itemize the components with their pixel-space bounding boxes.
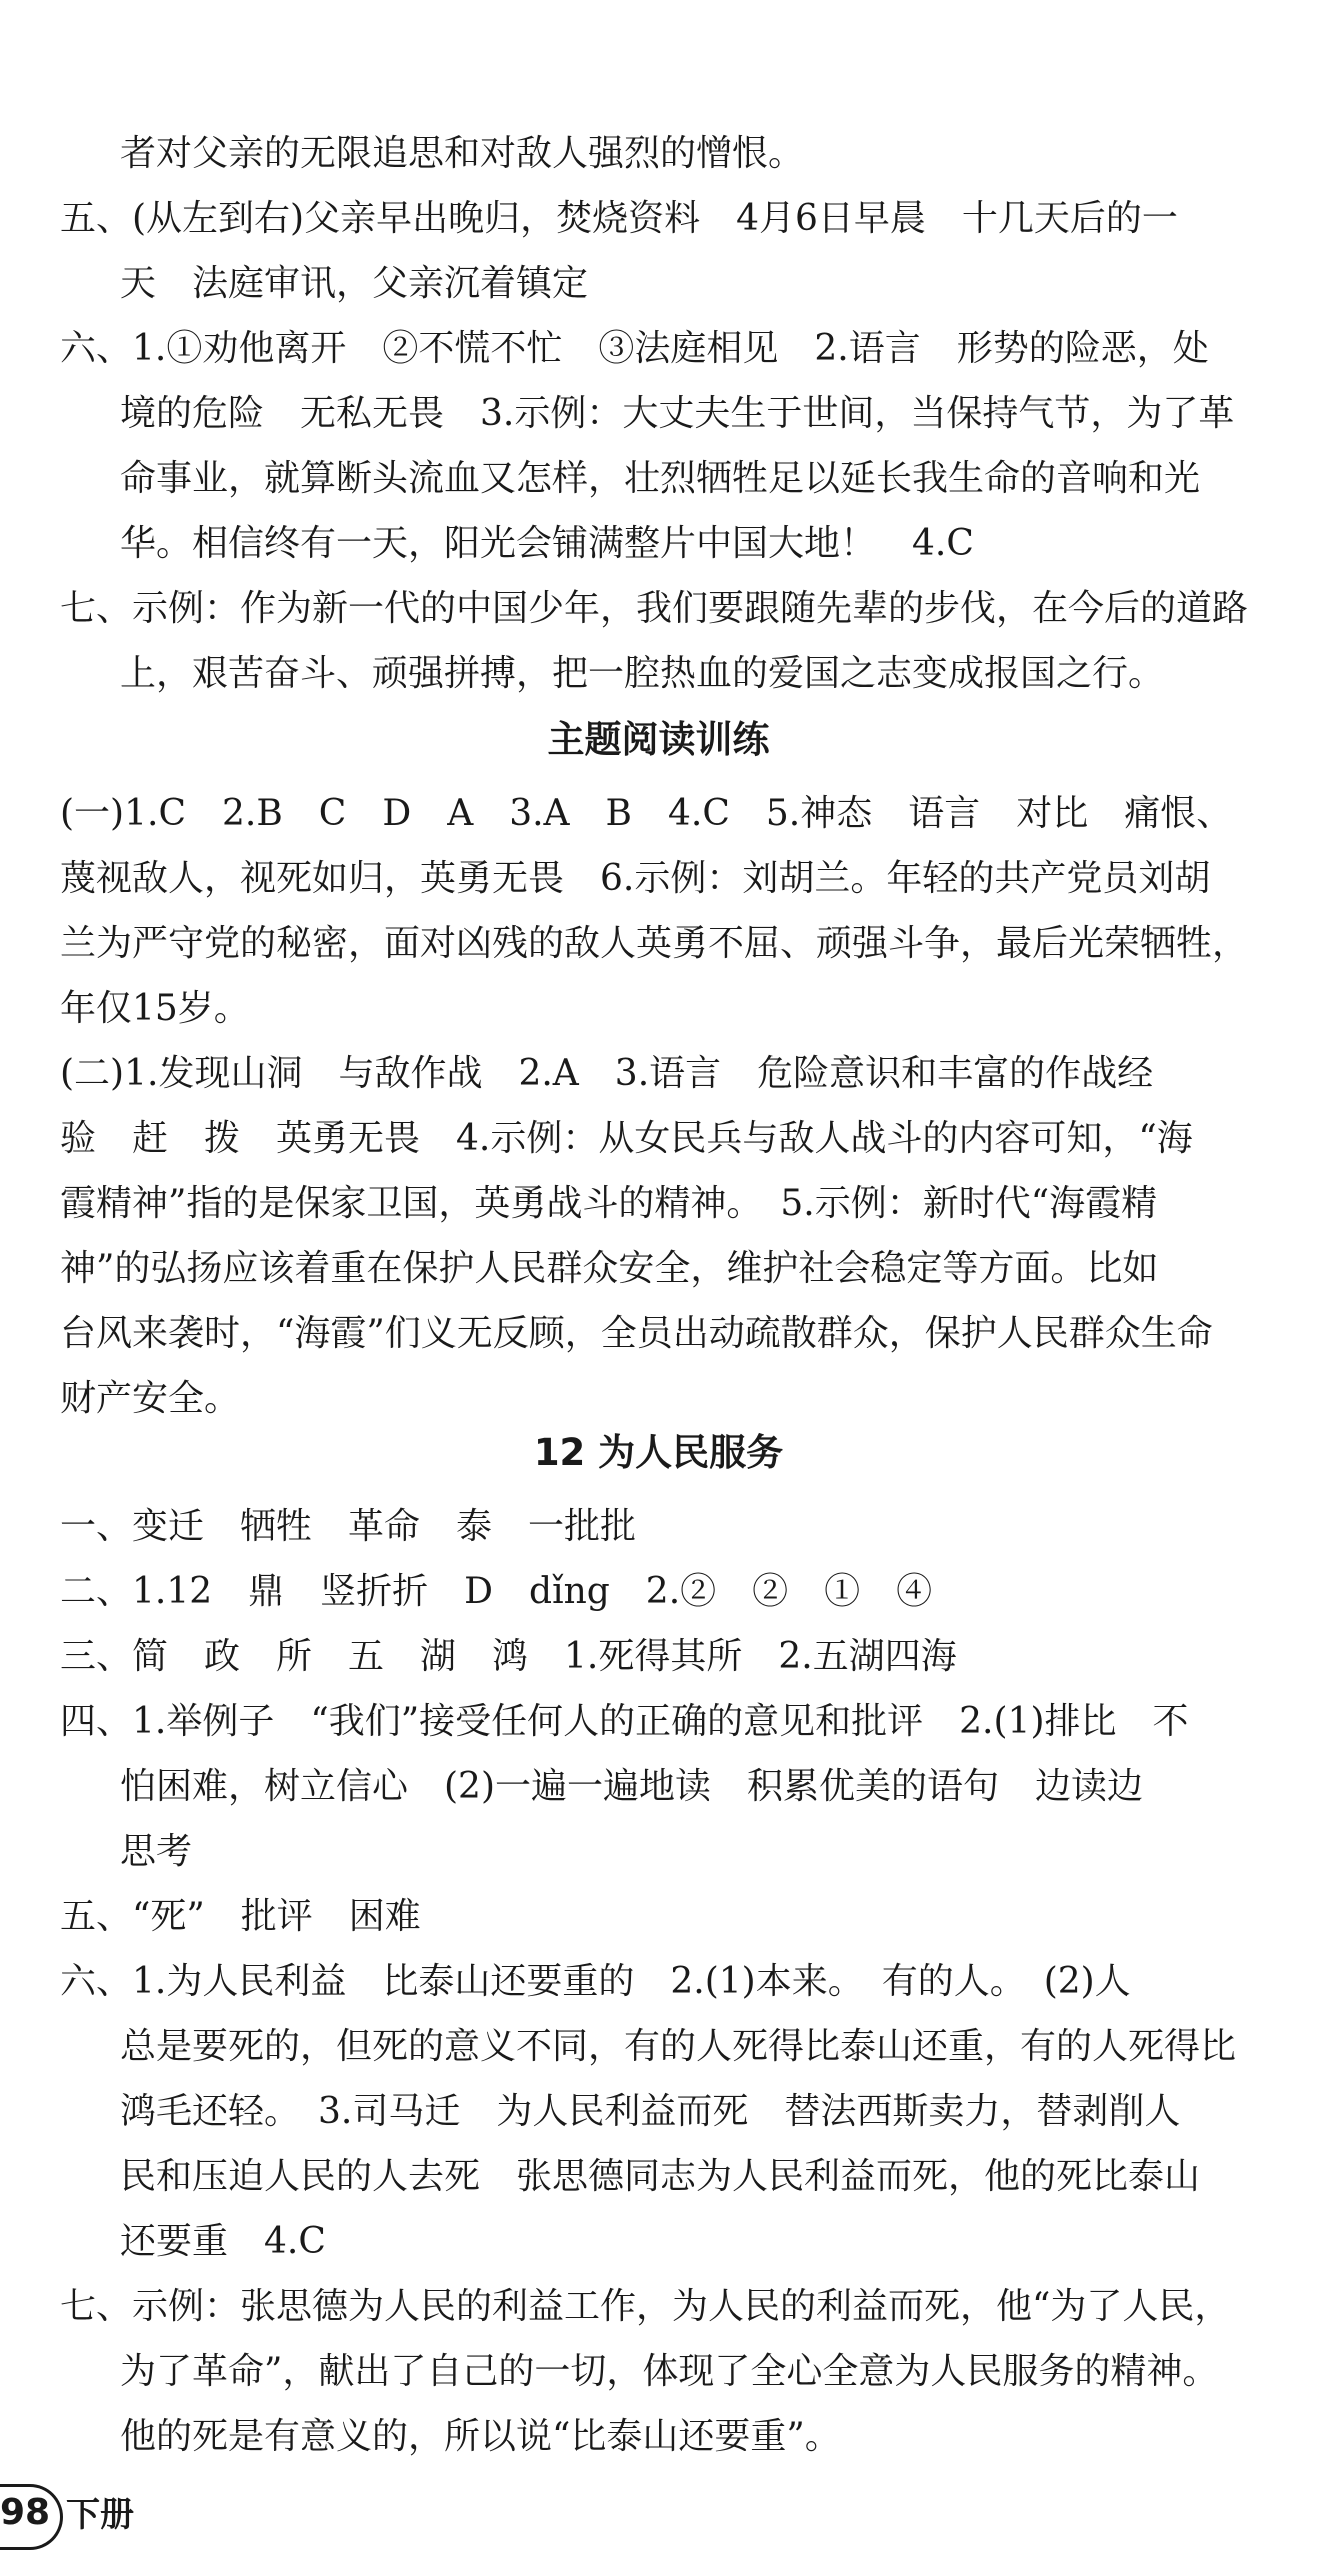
section-title: 12 为人民服务 [533, 1431, 784, 1474]
text-line: 怕困难，树立信心 (2)一遍一遍地读 积累优美的语句 边读边 [120, 1766, 1143, 1807]
text-line: 蔑视敌人，视死如归，英勇无畏 6.示例：刘胡兰。年轻的共产党员刘胡 [60, 858, 1211, 899]
section-title: 主题阅读训练 [547, 718, 770, 761]
text-line: 四、1.举例子 “我们”接受任何人的正确的意见和批评 2.(1)排比 不 [60, 1701, 1189, 1742]
text-line: 五、“死” 批评 困难 [60, 1896, 421, 1937]
text-line: 华。相信终有一天，阳光会铺满整片中国大地！ 4.C [120, 523, 974, 564]
text-line: 五、(从左到右)父亲早出晚归，焚烧资料 4月6日早晨 十几天后的一 [60, 198, 1178, 239]
page-footer [0, 2480, 300, 2556]
text-line: 六、1.①劝他离开 ②不慌不忙 ③法庭相见 2.语言 形势的险恶，处 [60, 328, 1209, 369]
text-line: 境的危险 无私无畏 3.示例：大丈夫生于世间，当保持气节，为了革 [120, 393, 1235, 434]
text-line: 三、简 政 所 五 湖 鸿 1.死得其所 2.五湖四海 [60, 1636, 957, 1677]
text-line: 二、1.12 鼎 竖折折 D dǐng 2.② ② ① ④ [60, 1571, 933, 1612]
text-line: 他的死是有意义的，所以说“比泰山还要重”。 [120, 2416, 841, 2457]
text-line: 验 赶 拨 英勇无畏 4.示例：从女民兵与敌人战斗的内容可知，“海 [60, 1118, 1193, 1159]
text-line: 七、示例：张思德为人民的利益工作，为人民的利益而死，他“为了人民， [60, 2286, 1231, 2327]
text-line: 命事业，就算断头流血又怎样，壮烈牺牲足以延长我生命的音响和光 [120, 458, 1201, 499]
text-line: 民和压迫人民的人去死 张思德同志为人民利益而死，他的死比泰山 [120, 2156, 1201, 2197]
text-line: 神”的弘扬应该着重在保护人民群众安全，维护社会稳定等方面。比如 [60, 1248, 1159, 1289]
text-line: 天 法庭审讯，父亲沉着镇定 [120, 263, 589, 304]
text-line: 思考 [120, 1831, 193, 1872]
text-line: 鸿毛还轻。 3.司马迁 为人民利益而死 替法西斯卖力，替剥削人 [120, 2091, 1181, 2132]
text-line: (一)1.C 2.B C D A 3.A B 4.C 5.神态 语言 对比 痛恨、 [60, 793, 1233, 834]
text-line: 上，艰苦奋斗、顽强拼搏，把一腔热血的爱国之志变成报国之行。 [120, 653, 1165, 694]
volume-label: 下册 [66, 2495, 134, 2535]
text-line: 为了革命”，献出了自己的一切，体现了全心全意为人民服务的精神。 [120, 2351, 1219, 2392]
text-line: (二)1.发现山洞 与敌作战 2.A 3.语言 危险意识和丰富的作战经 [60, 1053, 1154, 1094]
text-line: 者对父亲的无限追思和对敌人强烈的憎恨。 [120, 133, 805, 174]
text-line: 兰为严守党的秘密，面对凶残的敌人英勇不屈、顽强斗争，最后光荣牺牲， [60, 923, 1249, 964]
text-line: 霞精神”指的是保家卫国，英勇战斗的精神。 5.示例：新时代“海霞精 [60, 1183, 1158, 1224]
page-number: 98 [0, 2492, 51, 2533]
text-line: 总是要死的，但死的意义不同，有的人死得比泰山还重，有的人死得比 [120, 2026, 1237, 2067]
text-line: 年仅15岁。 [60, 988, 250, 1029]
text-line: 台风来袭时，“海霞”们义无反顾，全员出动疏散群众，保护人民群众生命 [60, 1313, 1213, 1354]
text-line: 六、1.为人民利益 比泰山还要重的 2.(1)本来。 有的人。 (2)人 [60, 1961, 1131, 2002]
text-line: 七、示例：作为新一代的中国少年，我们要跟随先辈的步伐，在今后的道路 [60, 588, 1249, 629]
text-line: 一、变迁 牺牲 革命 泰 一批批 [60, 1506, 637, 1547]
text-line: 还要重 4.C [120, 2221, 326, 2262]
text-line: 财产安全。 [60, 1378, 241, 1419]
